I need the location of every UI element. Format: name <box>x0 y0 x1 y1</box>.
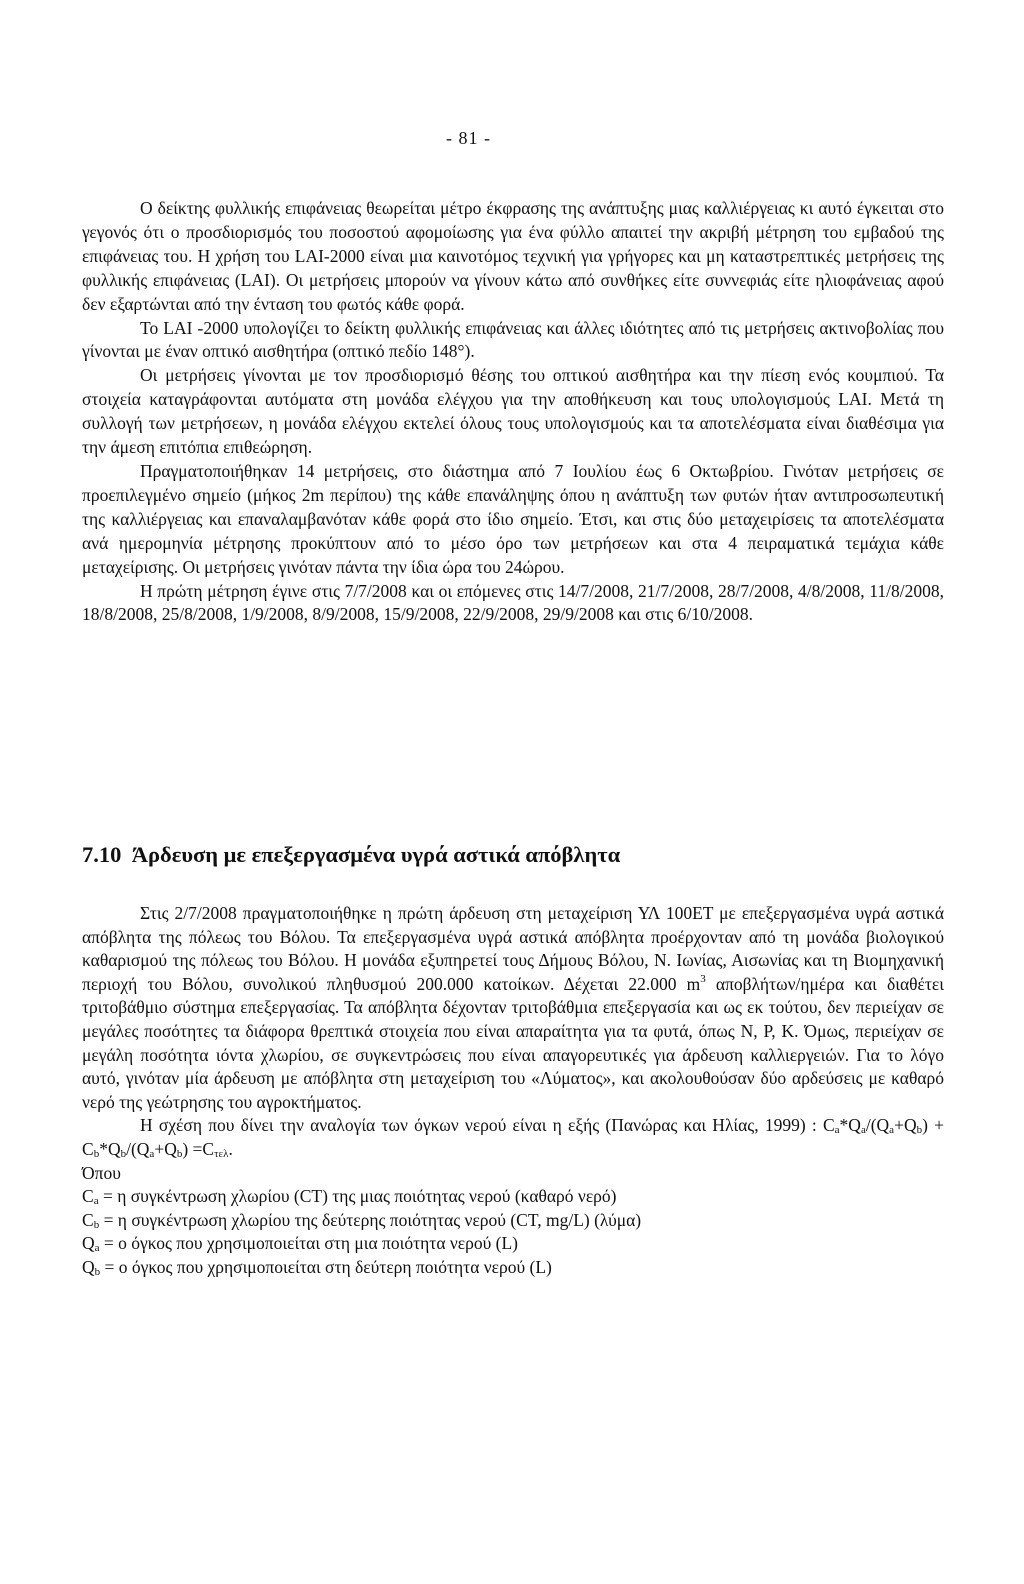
formula-intro: Η σχέση που δίνει την αναλογία των όγκων νερού είναι η εξής (Πανώρας και Ηλίας, 1999) : <box>140 1115 823 1136</box>
paragraph-lai-definition: Ο δείκτης φυλλικής επιφάνειας θεωρείται μέτρο έκφρασης της ανάπτυξης μιας καλλιέργειας κι αυτό έγκειται στο γεγονός ότι ο προσδιορισμός του ποσοστού αφομοίωσης για ένα φύλλο απαιτεί την ακριβή μέτρηση του εμβαδού της επιφάνειας του. Η χρήση του LAI-2000 είναι μια καινοτόμος τεχνική για γρήγορες και μη καταστρεπτικές μετρήσεις της φυλλικής επιφάνειας (LAI). Οι μετρήσεις μπορούν να γίνουν κάτω από συνθήκες είτε συννεφιάς είτε ηλιοφάνειας αφού δεν εξαρτώνται από την ένταση του φωτός κάθε φορά. <box>82 198 944 314</box>
section-number: 7.10 <box>82 842 122 867</box>
wastewater-text-start: Στις 2/7/2008 πραγματοποιήθηκε η πρώτη άρδευση στη μεταχείριση ΥΛ 100ΕΤ με επεξεργασμένα υγρά αστικά απόβλητα της πόλεως του Βόλου. Τα επεξεργασμένα υγρά αστικά απόβλητα προέρχονταν από τη μονάδα βιολογικού καθαρισμού της πόλεως του Βόλου. Η μονάδα εξυπηρετεί τους Δήμους Βόλου, Ν. Ιωνίας, Αισωνίας και τη Βιομηχανική περιοχή του Βόλου, συνολικού πληθυσμού 200.000 κατοίκων. Δέχεται 22.000 m <box>82 903 944 994</box>
definition-qb: $Q_b = o$ όγκος που χρησιμοποιείται στη δεύτερη ποιότητα νερού (L) <box>82 1256 552 1278</box>
definition-ca: $C_a = \eta$ συγκέντρωση χλωρίου (CT) της μιας ποιότητας νερού (καθαρό νερό) <box>82 1186 617 1208</box>
definition-qa: $Q_a = o$ όγκος που χρησιμοποιείται στη μια ποιότητα νερού (L) <box>82 1233 518 1255</box>
paragraph-mixing-formula <box>82 1114 944 1161</box>
where-label: Όπου <box>82 1162 121 1183</box>
wastewater-text-end: αποβλήτων/ημέρα και διαθέτει τριτοβάθμιο σύστημα επεξεργασίας. Τα απόβλητα δέχονταν τριτοβάθμια επεξεργασία και ως εκ τούτου, δεν περιείχαν σε μεγάλες ποσότητες τα διάφορα θρεπτικά στοιχεία που είναι απαραίτητα για τα φυτά, όπως N, P, K. Όμως, περιείχαν σε μεγάλη ποσότητα ιόντα χλωρίου, σε συγκεντρώσεις που είναι απαγορευτικές για άρδευση καλλιεργειών. Για το λόγο αυτό, γινόταν μία άρδευση με απόβλητα στη μεταχείριση του «Λύματος», και ακολουθούσαν δύο αρδεύσεις με καθαρό νερό της γεώτρησης του αγροκτήματος. <box>82 973 944 1112</box>
lai-section <box>82 197 944 627</box>
section-title: Άρδευση με επεξεργασμένα υγρά αστικά απόβλητα <box>131 842 621 867</box>
section-heading <box>82 838 944 872</box>
mixing-formula: $C_a*Q_a/(Q_a+Q_b) + C_b*Q_b/(Q_a+Q_b) =C_{\tau\varepsilon\lambda}$. <box>82 1115 944 1160</box>
paragraph-measurement-dates: Η πρώτη μέτρηση έγινε στις 7/7/2008 και οι επόμενες στις 14/7/2008, 21/7/2008, 28/7/2008, 4/8/2008, 11/8/2008, 18/8/2008, 25/8/2008, 1/9/2008, 8/9/2008, 15/9/2008, 22/9/2008, 29/9/2008 και στις 6/10/2008. <box>82 580 944 625</box>
paragraph-measurement-schedule: Πραγματοποιήθηκαν 14 μετρήσεις, στο διάστημα από 7 Ιουλίου έως 6 Οκτωβρίου. Γινόταν μετρήσεις σε προεπιλεγμένο σημείο (μήκος 2m περίπου) της κάθε επανάληψης όπου η ανάπτυξη των φυτών ήταν αντιπροσωπευτική της καλλιέργειας και επαναλαμβανόταν κάθε φορά στο ίδιο σημείο. Έτσι, και στις δύο μεταχειρίσεις τα αποτελέσματα ανά ημερομηνία μέτρησης προκύπτουν από το μέσο όρο των μετρήσεων και στα 4 πειραματικά τεμάχια κάθε μεταχείρισης. Οι μετρήσεις γινόταν πάντα την ίδια ώρα του 24ώρου. <box>82 460 944 577</box>
paragraph-measurement-procedure: Οι μετρήσεις γίνονται με τον προσδιορισμό θέσης του οπτικού αισθητήρα και την πίεση ενός κουμπιού. Τα στοιχεία καταγράφονται αυτόματα στη μονάδα ελέγχου για την αποθήκευση και τους υπολογισμούς LAI. Μετά τη συλλογή των μετρήσεων, η μονάδα ελέγχου εκτελεί όλους τους υπολογισμούς και τα αποτελέσματα είναι διαθέσιμα για την άμεση επιτόπια επιθεώρηση. <box>82 365 944 458</box>
cubic-superscript: 3 <box>700 972 706 985</box>
page-number: - 81 - <box>446 128 491 148</box>
irrigation-section <box>82 838 944 1280</box>
definition-cb: $C_b = \eta$ συγκέντρωση χλωρίου της δεύτερης ποιότητας νερού (CT, mg/L) (λύμα) <box>82 1209 642 1231</box>
paragraph-wastewater-source <box>82 902 944 1114</box>
paragraph-lai-calculation: Το LAI -2000 υπολογίζει το δείκτη φυλλικής επιφάνειας και άλλες ιδιότητες από τις μετρήσεις ακτινοβολίας που γίνονται με έναν οπτικό αισθητήρα (οπτικό πεδίο 148°). <box>82 317 944 362</box>
